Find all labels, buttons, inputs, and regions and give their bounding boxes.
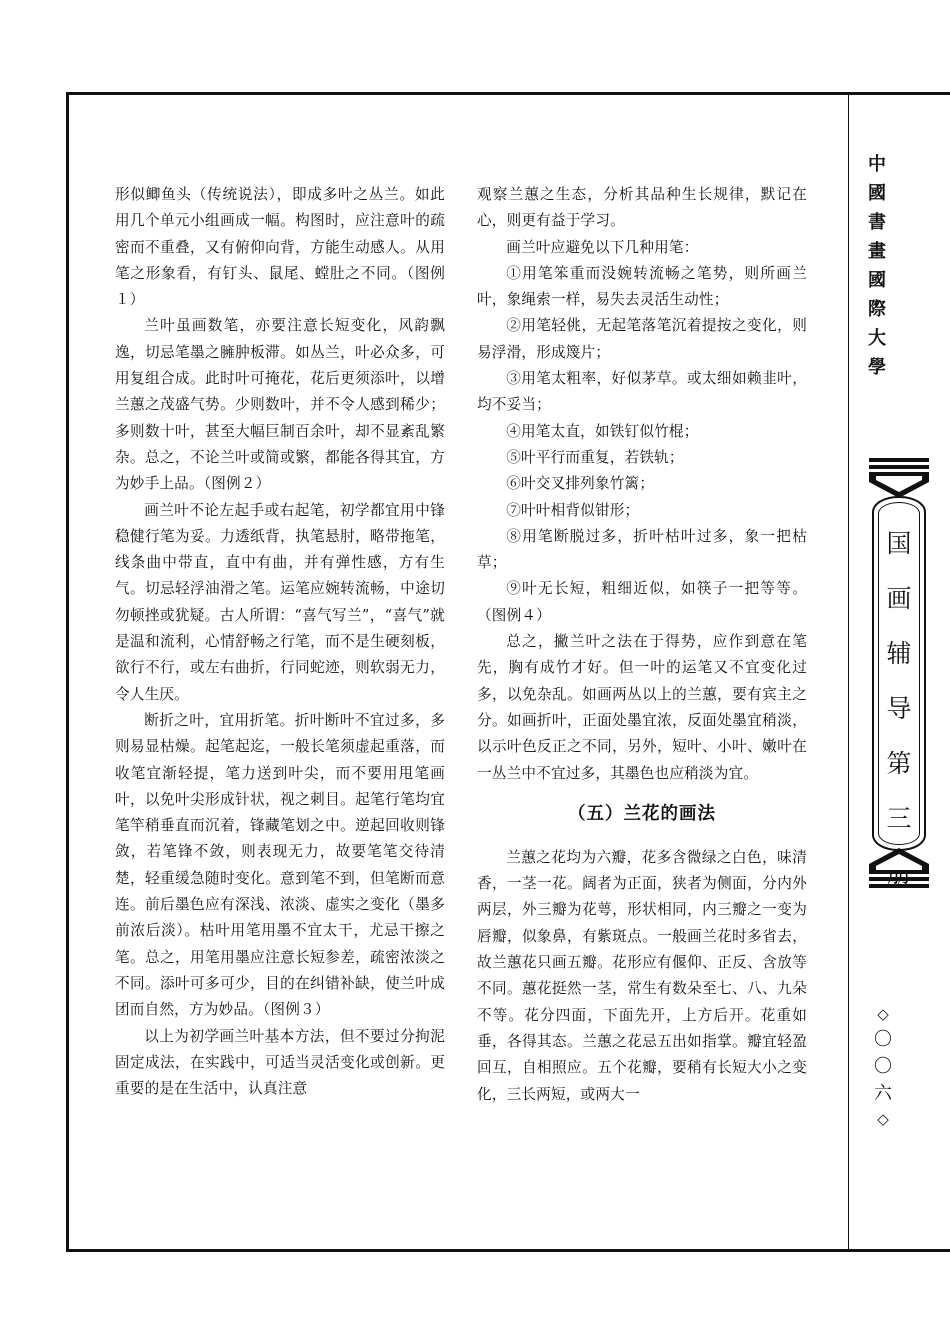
- paragraph: 以上为初学画兰叶基本方法，但不要过分拘泥固定成法，在实践中，可适当灵活变化或创新。更重要的是在生活中，认真注意: [115, 1027, 445, 1098]
- list-item: ⑨叶无长短，粗细近似，如筷子一把等等。（图例４）: [477, 580, 807, 624]
- badge-top-ornament: [866, 458, 932, 498]
- page-number-digit: 〇: [874, 1056, 892, 1077]
- diamond-icon: ◇: [877, 1110, 889, 1128]
- volume-title: [874, 516, 924, 901]
- volume-badge: [866, 458, 932, 888]
- list-item: ⑧用笔断脱过多，折叶枯叶过多，象一把枯草；: [477, 527, 807, 572]
- diamond-icon: ◇: [877, 1005, 889, 1023]
- series-char: 大: [868, 328, 886, 349]
- page-number: [866, 1002, 900, 1131]
- paragraph: 兰蕙之花均为六瓣，花多含微绿之白色，味清香，一茎一花。阔者为正面，狭者为侧面，分内外两层，外三瓣为花萼，形状相同，内三瓣之一变为唇瓣，似象鼻，有紫斑点。一般画兰花时多省去，故兰蕙花只画五瓣。花形应有偃仰、正反、含放等不同。蕙花挺然一茎，常生有数朵至七、八、九朵不等。花分四面，下面先开，上方后开。花重如垂，各得其态。兰蕙之花忌五出如指掌。瓣宜轻盈回互，自相照应。五个花瓣，要稍有长短大小之变化，三长两短，或两大一: [477, 848, 807, 1103]
- series-char: 際: [868, 299, 886, 320]
- list-item: ⑦叶叶相背似钳形；: [506, 501, 640, 519]
- page-number-digit: 〇: [874, 1029, 892, 1050]
- list-item: ⑤叶平行而重复，若铁轨；: [506, 448, 684, 466]
- paragraph: 总之，撇兰叶之法在于得势，应作到意在笔先，胸有成竹才好。但一叶的运笔又不宜变化过多，以免杂乱。如画两丛以上的兰蕙，要有宾主之分。如画折叶，正面处墨宜浓，反面处墨宜稍淡，以示叶色反正之不同，另外，短叶、小叶、嫩叶在一丛兰中不宜过多，其墨色也应稍淡为宜。: [477, 633, 807, 782]
- series-char: 國: [868, 183, 886, 204]
- series-char: 書: [868, 212, 886, 233]
- series-char: 中: [868, 154, 886, 175]
- volume-char: 国: [886, 529, 912, 558]
- volume-char: 三: [886, 804, 912, 833]
- series-char: 畫: [868, 241, 886, 262]
- series-title: [866, 150, 888, 382]
- paragraph: 兰叶虽画数笔，亦要注意长短变化，风韵飘逸，切忌笔墨之臃肿板滞。如丛兰，叶必众多，可用复组合成。此时叶可掩花，花后更须添叶，以增兰蕙之茂盛气势。少则数叶，并不令人感到稀少；多则数十叶，甚至大幅巨制百余叶，却不显紊乱繁杂。总之，不论兰叶或简或繁，都能各得其宜，方为妙手上品。（图例２）: [115, 317, 445, 493]
- paragraph: 观察兰蕙之生态，分析其品种生长规律，默记在心，则更有益于学习。: [477, 186, 807, 230]
- left-column: [115, 182, 445, 1102]
- volume-char: 导: [886, 694, 912, 723]
- list-item: ④用笔太直，如铁钉似竹棍；: [506, 422, 699, 440]
- badge-bottom-ornament: [866, 848, 932, 888]
- page-number-digit: 六: [874, 1083, 892, 1104]
- series-char: 學: [868, 357, 886, 378]
- paragraph: 形似鲫鱼头（传统说法），即成多叶之丛兰。如此用几个单元小组画成一幅。构图时，应注意叶的疏密而不重叠，又有俯仰向背，方能生动感人。从用笔之形象看，有钉头、鼠尾、螳肚之不同。（图例１）: [115, 186, 445, 309]
- volume-char: 画: [886, 584, 912, 613]
- section-heading: （五）兰花的画法: [568, 803, 716, 824]
- paragraph: 画兰叶不论左起手或右起笔，初学都宜用中锋稳健行笔为妥。力透纸背，执笔悬肘，略带拖笔，线条曲中带直，直中有曲，并有弹性感，方有生气。切忌轻浮油滑之笔。运笔应婉转流畅，中途切勿顿挫或犹疑。古人所谓：“喜气写兰”，“喜气”就是温和流利，心情舒畅之行笔，而不是生硬刻板，欲行不行，或左右曲折，行同蛇迹，则软弱无力，令人生厌。: [115, 501, 445, 703]
- volume-char: 第: [886, 749, 912, 778]
- spine-divider: [848, 95, 849, 1250]
- list-item: ②用笔轻佻，无起笔落笔沉着提按之变化，则易浮滑，形成篾片；: [477, 317, 807, 361]
- list-item: ⑥叶交叉排列象竹篱；: [506, 475, 655, 493]
- list-item: ③用笔太粗率，好似茅草。或太细如赖韭叶，均不妥当；: [477, 370, 807, 414]
- paragraph: 断折之叶，宜用折笔。折叶断叶不宜过多，多则易显枯燥。起笔起迄，一般长笔须虚起重落，而收笔宜渐轻提，笔力送到叶尖，而不要用甩笔画叶，以免叶尖形成针状，视之刺目。起笔行笔均宜笔竿稍垂直而沉着，锋藏笔划之中。逆起回收则锋敛，若笔锋不敛，则表现无力，故要笔笔交待清楚，轻重缓急随时变化。意到笔不到，但笔断而意连。前后墨色应有深浅、浓淡、虚实之变化（墨多前浓后淡）。枯叶用笔用墨不宜太干，尤忌干擦之笔。总之，用笔用墨应注意长短参差，疏密浓淡之不同。添叶可多可少，目的在纠错补缺，使兰叶成团而自然，方为妙品。（图例３）: [115, 711, 445, 1019]
- right-column: [477, 182, 807, 1108]
- volume-char: 辅: [886, 639, 912, 668]
- paragraph: 画兰叶应避免以下几种用笔：: [506, 238, 699, 256]
- badge-frame: [872, 496, 926, 851]
- series-char: 國: [868, 270, 886, 291]
- list-item: ①用笔笨重而没婉转流畅之笔势，则所画兰叶，象绳索一样，易失去灵活生动性；: [477, 264, 807, 309]
